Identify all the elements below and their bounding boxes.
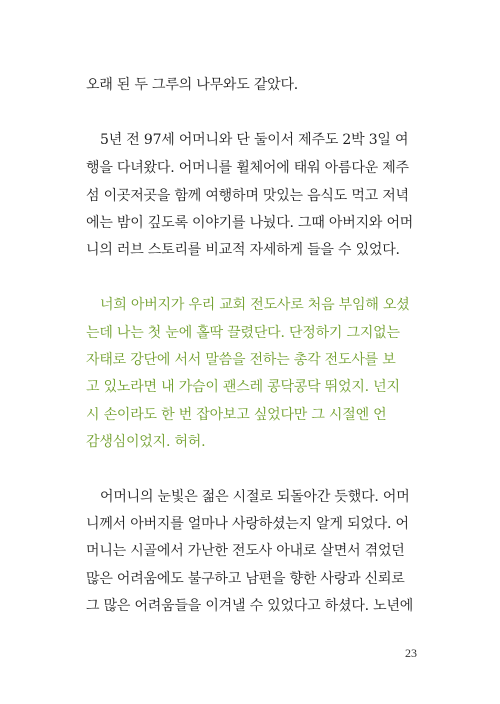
- text-line: 많은 어려움에도 불구하고 남편을 향한 사랑과 신뢰로: [86, 571, 405, 587]
- quote-line: 는데 나는 첫 눈에 홀딱 끌렸단다. 단정하기 그지없는: [86, 325, 400, 341]
- text-line: 어머니의 눈빛은 젊은 시절로 되돌아간 듯했다. 어머: [100, 489, 410, 505]
- text-line: 섬 이곳저곳을 함께 여행하며 맛있는 음식도 먹고 저녁: [86, 188, 409, 204]
- text-line: 행을 다녀왔다. 어머니를 휠체어에 태워 아름다운 제주: [86, 160, 409, 176]
- page-number: 23: [405, 646, 417, 660]
- quote-line: 고 있노라면 내 가슴이 괜스레 콩닥콩닥 뛰었지. 넌지: [86, 379, 400, 395]
- quote-line: 너희 아버지가 우리 교회 전도사로 처음 부임해 오셨: [100, 297, 410, 313]
- text-line: 오래 된 두 그루의 나무와도 같았다.: [86, 77, 299, 93]
- text-line: 니의 러브 스토리를 비교적 자세하게 들을 수 있었다.: [86, 242, 400, 258]
- text-line: 니께서 아버지를 얼마나 사랑하셨는지 알게 되었다. 어: [86, 516, 409, 532]
- text-line: 그 많은 어려움들을 이겨낼 수 있었다고 하셨다. 노년에: [86, 598, 414, 614]
- quote-line: 감생심이었지. 허허.: [86, 434, 206, 450]
- text-line: 5년 전 97세 어머니와 단 둘이서 제주도 2박 3일 여: [100, 132, 409, 148]
- quote-line: 자태로 강단에 서서 말씀을 전하는 총각 전도사를 보: [86, 352, 396, 368]
- text-line: 에는 밤이 깊도록 이야기를 나눴다. 그때 아버지와 어머: [86, 215, 414, 231]
- text-line: 머니는 시골에서 가난한 전도사 아내로 살면서 겪었던: [86, 543, 405, 559]
- quote-line: 시 손이라도 한 번 잡아보고 싶었다만 그 시절엔 언: [86, 407, 387, 423]
